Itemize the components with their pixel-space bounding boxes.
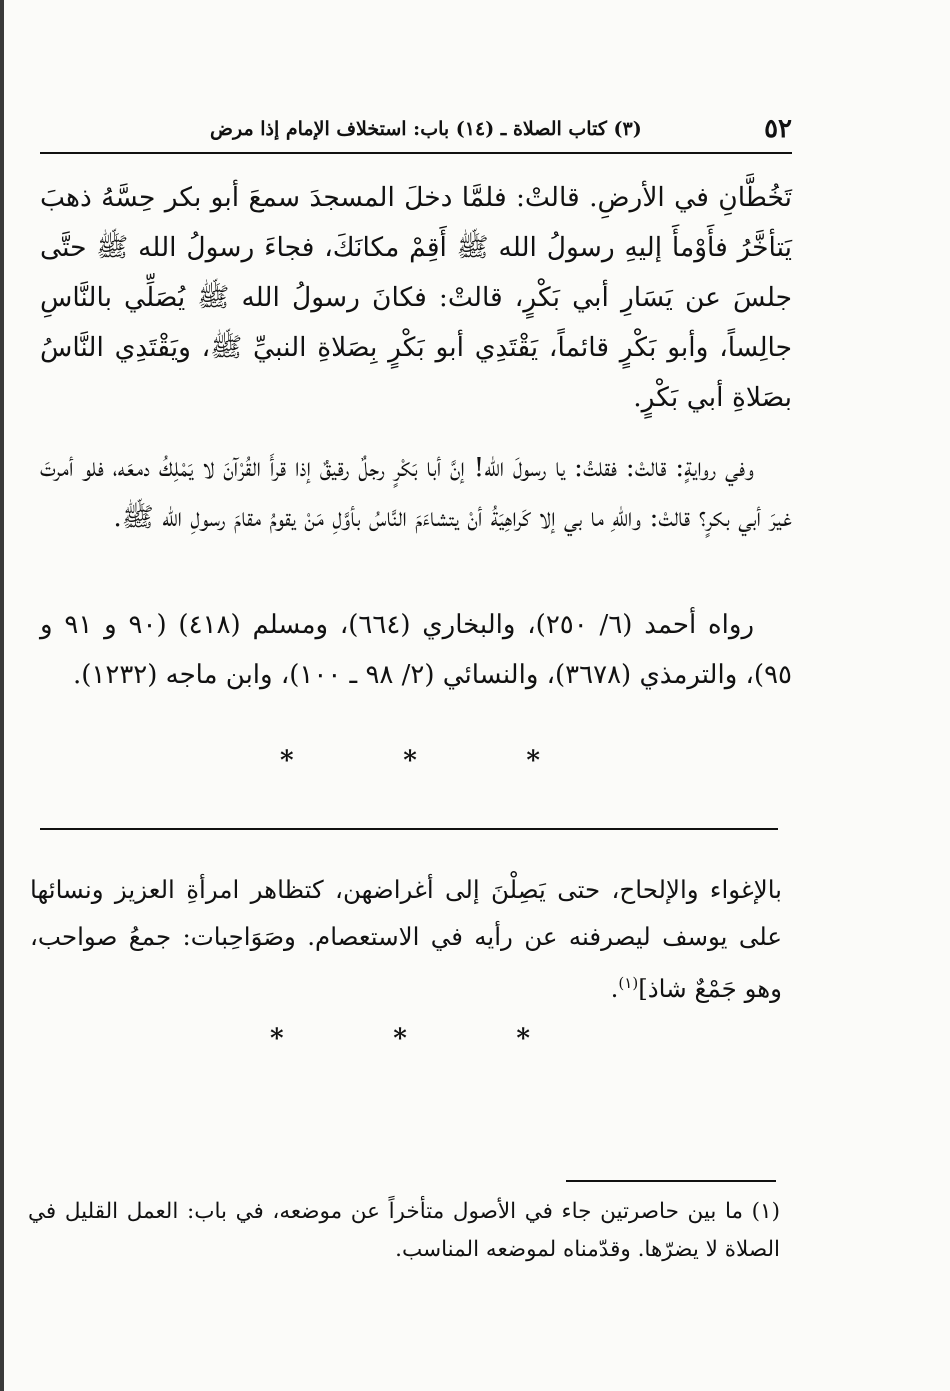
separator-star: * — [280, 746, 294, 776]
footnote: (١) ما بين حاصرتين جاء في الأصول متأخراً عن موضعه، في باب: العمل القليل في الصلاة لا يضرّها. وقدّمناه لموضعه المناسب. — [28, 1199, 780, 1262]
separator-star: * — [393, 1024, 407, 1054]
separator-star: * — [516, 1024, 530, 1054]
note-rule — [40, 828, 778, 830]
note-end: . — [610, 974, 619, 1004]
footnote-rule — [566, 1180, 776, 1182]
header-rule — [40, 152, 792, 154]
riwaya-paragraph: وفي روايةٍ: قالتْ: فقلتُ: يا رسولَ الله! إنَّ أبا بَكْرٍ رجلٌ رقيقٌ إذا قرأَ القُرْآنَ لا يَمْلِكُ دمعَه، فلو أمرتَ غيرَ أبي بكرٍ؟ قالتْ: واللهِ ما بي إلا كَراهِيَةُ أنْ يتشاءَمَ النَّاسُ بأوَّلِ مَنْ يقومُ مقامَ رسولِ الله ﷺ. — [40, 452, 792, 533]
separator-star: * — [270, 1024, 284, 1054]
separator-star: * — [526, 746, 540, 776]
section-separator — [270, 1024, 530, 1054]
section-separator — [280, 746, 540, 776]
page-edge — [0, 0, 4, 1391]
separator-star: * — [403, 746, 417, 776]
page-header — [40, 112, 792, 146]
note-text: بالإغواء والإلحاح، حتى يَصِلْنَ إلى أغراضهن، كتظاهر امرأةِ العزيز ونسائها على يوسف ليصرفنه عن رأيه في الاستعصام. وصَوَاحِبات: جمعُ صواحب، وهو جَمْعٌ شاذ] — [30, 875, 782, 1004]
hadith-paragraph: تَخُطَّانِ في الأرضِ. قالتْ: فلمَّا دخلَ المسجدَ سمعَ أبو بكر حِسَّهُ ذهبَ يَتأخَّرُ فأَوْمأَ إليهِ رسولُ الله ﷺ أَقِمْ مكانَكَ، فجاءَ رسولُ الله ﷺ حتَّى جلسَ عن يَسَارِ أبي بَكْرٍ، قالتْ: فكانَ رسولُ الله ﷺ يُصَلِّي بالنَّاسِ جالِساً، وأبو بَكْرٍ قائماً، يَقْتَدِي أبو بَكْرٍ بِصَلاةِ النبيِّ ﷺ، ويَقْتَدِي النَّاسُ بصَلاةِ أبي بَكْرٍ. — [40, 182, 792, 413]
running-title: (٣) كتاب الصلاة ـ (١٤) باب: استخلاف الإمام إذا مرض — [210, 118, 642, 140]
takhrij-paragraph: رواه أحمد (٦/ ٢٥٠)، والبخاري (٦٦٤)، ومسلم (٤١٨) (٩٠ و ٩١ و ٩٥)، والترمذي (٣٦٧٨)، والنسائي (٢/ ٩٨ ـ ١٠٠)، وابن ماجه (١٢٣٢). — [40, 610, 792, 690]
page-number: ٥٢ — [764, 114, 792, 144]
footnote-ref: (١) — [618, 974, 639, 992]
note-paragraph — [30, 866, 782, 1012]
